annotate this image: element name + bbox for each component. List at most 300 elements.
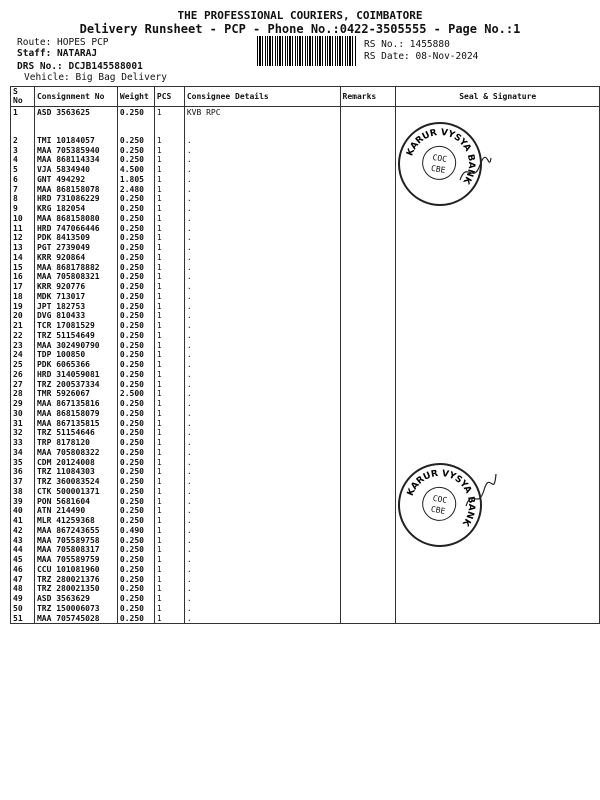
cell-remarks xyxy=(340,118,396,146)
cell-remarks xyxy=(340,331,396,341)
cell-pcs: 1 xyxy=(154,428,184,438)
cell-remarks xyxy=(340,292,396,302)
cell-sno: 26 xyxy=(11,370,35,380)
cell-weight: 0.250 xyxy=(117,458,154,468)
cell-consignee-details: . xyxy=(184,292,340,302)
cell-consignment-no: MAA 868178882 xyxy=(34,263,117,273)
cell-remarks xyxy=(340,185,396,195)
cell-consignment-no: PDK 8413509 xyxy=(34,233,117,243)
cell-weight: 0.250 xyxy=(117,263,154,273)
cell-pcs: 1 xyxy=(154,526,184,536)
cell-consignment-no: MAA 705808322 xyxy=(34,448,117,458)
cell-weight: 0.250 xyxy=(117,331,154,341)
cell-sno: 42 xyxy=(11,526,35,536)
table-row xyxy=(11,118,600,146)
cell-consignee-details: . xyxy=(184,204,340,214)
cell-remarks xyxy=(340,233,396,243)
cell-pcs: 1 xyxy=(154,360,184,370)
cell-weight: 0.250 xyxy=(117,487,154,497)
cell-remarks xyxy=(340,389,396,399)
cell-remarks xyxy=(340,575,396,585)
cell-consignment-no: MAA 705808321 xyxy=(34,272,117,282)
cell-remarks xyxy=(340,419,396,429)
cell-consignment-no: MAA 867135816 xyxy=(34,399,117,409)
seal-center-line1: COC xyxy=(431,152,448,164)
cell-remarks xyxy=(340,487,396,497)
cell-seal xyxy=(396,224,600,234)
col-sno: S No xyxy=(11,87,35,107)
cell-weight: 0.250 xyxy=(117,292,154,302)
cell-sno: 37 xyxy=(11,477,35,487)
cell-seal xyxy=(396,214,600,224)
cell-weight: 0.250 xyxy=(117,350,154,360)
cell-sno: 9 xyxy=(11,204,35,214)
cell-consignee-details: . xyxy=(184,604,340,614)
cell-weight: 0.250 xyxy=(117,409,154,419)
cell-remarks xyxy=(340,438,396,448)
cell-weight: 2.500 xyxy=(117,389,154,399)
signature-mark xyxy=(455,150,495,190)
cell-weight: 0.250 xyxy=(117,545,154,555)
cell-remarks xyxy=(340,536,396,546)
cell-consignment-no: TCR 17081529 xyxy=(34,321,117,331)
cell-weight: 0.250 xyxy=(117,604,154,614)
cell-seal xyxy=(396,428,600,438)
cell-sno: 8 xyxy=(11,194,35,204)
cell-seal xyxy=(396,341,600,351)
cell-pcs: 1 xyxy=(154,565,184,575)
cell-consignee-details: . xyxy=(184,214,340,224)
cell-remarks xyxy=(340,155,396,165)
cell-consignment-no: TRZ 11084303 xyxy=(34,467,117,477)
cell-consignee-details: . xyxy=(184,438,340,448)
cell-sno: 6 xyxy=(11,175,35,185)
cell-pcs: 1 xyxy=(154,467,184,477)
cell-weight: 0.250 xyxy=(117,614,154,624)
signature-mark xyxy=(462,468,502,513)
cell-consignee-details: . xyxy=(184,146,340,156)
cell-pcs: 1 xyxy=(154,204,184,214)
cell-consignment-no: TRZ 360083524 xyxy=(34,477,117,487)
cell-sno: 29 xyxy=(11,399,35,409)
cell-consignment-no: KRG 182054 xyxy=(34,204,117,214)
table-row xyxy=(11,409,600,419)
cell-seal xyxy=(396,243,600,253)
route-label: Route: HOPES PCP xyxy=(17,37,109,48)
cell-sno: 40 xyxy=(11,506,35,516)
table-row xyxy=(11,594,600,604)
cell-consignment-no: DVG 810433 xyxy=(34,311,117,321)
cell-consignment-no: TRZ 51154646 xyxy=(34,428,117,438)
cell-sno: 35 xyxy=(11,458,35,468)
cell-consignee-details: . xyxy=(184,185,340,195)
cell-weight: 0.250 xyxy=(117,360,154,370)
cell-seal xyxy=(396,594,600,604)
cell-seal xyxy=(396,380,600,390)
cell-pcs: 1 xyxy=(154,185,184,195)
cell-weight: 0.250 xyxy=(117,584,154,594)
table-row xyxy=(11,526,600,536)
cell-remarks xyxy=(340,272,396,282)
table-row xyxy=(11,292,600,302)
cell-consignment-no: MAA 868158080 xyxy=(34,214,117,224)
table-row xyxy=(11,360,600,370)
cell-sno: 3 xyxy=(11,146,35,156)
cell-consignee-details: . xyxy=(184,311,340,321)
cell-seal xyxy=(396,106,600,117)
cell-consignment-no: MAA 868114334 xyxy=(34,155,117,165)
cell-weight: 0.250 xyxy=(117,341,154,351)
table-row xyxy=(11,584,600,594)
table-row xyxy=(11,263,600,273)
table-row xyxy=(11,380,600,390)
cell-consignment-no: CTK 500001371 xyxy=(34,487,117,497)
col-consignment: Consignment No xyxy=(34,87,117,107)
cell-weight: 0.250 xyxy=(117,380,154,390)
table-row xyxy=(11,272,600,282)
cell-weight: 0.250 xyxy=(117,243,154,253)
table-row xyxy=(11,545,600,555)
table-row xyxy=(11,370,600,380)
cell-sno: 13 xyxy=(11,243,35,253)
col-seal: Seal & Signature xyxy=(396,87,600,107)
cell-pcs: 1 xyxy=(154,438,184,448)
cell-pcs: 1 xyxy=(154,292,184,302)
cell-sno: 48 xyxy=(11,584,35,594)
cell-pcs: 1 xyxy=(154,155,184,165)
table-row xyxy=(11,311,600,321)
cell-consignee-details: . xyxy=(184,575,340,585)
table-row xyxy=(11,214,600,224)
cell-pcs: 1 xyxy=(154,224,184,234)
table-row xyxy=(11,389,600,399)
cell-pcs: 1 xyxy=(154,146,184,156)
table-row xyxy=(11,282,600,292)
table-row xyxy=(11,477,600,487)
seal-center-line2: CBE xyxy=(430,504,446,516)
cell-sno: 18 xyxy=(11,292,35,302)
cell-consignee-details: . xyxy=(184,282,340,292)
cell-consignee-details: . xyxy=(184,253,340,263)
table-row xyxy=(11,497,600,507)
cell-consignment-no: GNT 494292 xyxy=(34,175,117,185)
cell-consignment-no: MLR 41259368 xyxy=(34,516,117,526)
cell-consignee-details: . xyxy=(184,272,340,282)
cell-weight: 0.250 xyxy=(117,428,154,438)
cell-pcs: 1 xyxy=(154,282,184,292)
cell-remarks xyxy=(340,243,396,253)
cell-remarks xyxy=(340,516,396,526)
cell-pcs: 1 xyxy=(154,175,184,185)
cell-weight: 0.250 xyxy=(117,467,154,477)
cell-weight: 0.250 xyxy=(117,536,154,546)
table-row xyxy=(11,204,600,214)
cell-weight: 0.250 xyxy=(117,118,154,146)
cell-pcs: 1 xyxy=(154,497,184,507)
table-row xyxy=(11,536,600,546)
cell-remarks xyxy=(340,545,396,555)
cell-seal xyxy=(396,555,600,565)
cell-consignment-no: MAA 868158078 xyxy=(34,185,117,195)
seal-center-line2: CBE xyxy=(430,163,447,175)
cell-pcs: 1 xyxy=(154,380,184,390)
cell-consignment-no: JPT 182753 xyxy=(34,302,117,312)
cell-consignment-no: MAA 705589759 xyxy=(34,555,117,565)
table-row xyxy=(11,175,600,185)
cell-seal xyxy=(396,389,600,399)
cell-remarks xyxy=(340,448,396,458)
cell-consignee-details: . xyxy=(184,302,340,312)
company-title: THE PROFESSIONAL COURIERS, COIMBATORE xyxy=(177,9,423,22)
cell-remarks xyxy=(340,253,396,263)
cell-pcs: 1 xyxy=(154,555,184,565)
cell-remarks xyxy=(340,497,396,507)
cell-consignment-no: TRZ 280021376 xyxy=(34,575,117,585)
table-row xyxy=(11,399,600,409)
cell-remarks xyxy=(340,506,396,516)
cell-consignee-details: . xyxy=(184,155,340,165)
cell-pcs: 1 xyxy=(154,272,184,282)
cell-consignee-details: . xyxy=(184,224,340,234)
cell-consignee-details: . xyxy=(184,165,340,175)
cell-consignment-no: MAA 705589758 xyxy=(34,536,117,546)
cell-seal xyxy=(396,565,600,575)
cell-consignment-no: HRD 731086229 xyxy=(34,194,117,204)
cell-sno: 15 xyxy=(11,263,35,273)
cell-remarks xyxy=(340,428,396,438)
cell-consignee-details: . xyxy=(184,118,340,146)
cell-remarks xyxy=(340,526,396,536)
cell-remarks xyxy=(340,409,396,419)
table-row xyxy=(11,146,600,156)
cell-weight: 0.250 xyxy=(117,477,154,487)
cell-weight: 0.250 xyxy=(117,594,154,604)
cell-pcs: 1 xyxy=(154,487,184,497)
cell-consignment-no: HRD 314059081 xyxy=(34,370,117,380)
cell-consignee-details: . xyxy=(184,448,340,458)
cell-pcs: 1 xyxy=(154,399,184,409)
cell-consignee-details: . xyxy=(184,487,340,497)
cell-remarks xyxy=(340,263,396,273)
cell-consignment-no: TMI 10184057 xyxy=(34,118,117,146)
table-row xyxy=(11,438,600,448)
cell-pcs: 1 xyxy=(154,233,184,243)
cell-pcs: 1 xyxy=(154,341,184,351)
cell-seal xyxy=(396,370,600,380)
cell-remarks xyxy=(340,146,396,156)
staff-label: Staff: NATARAJ xyxy=(17,48,98,59)
cell-pcs: 1 xyxy=(154,448,184,458)
cell-weight: 0.250 xyxy=(117,497,154,507)
cell-remarks xyxy=(340,214,396,224)
cell-consignment-no: PDK 6065366 xyxy=(34,360,117,370)
cell-sno: 1 xyxy=(11,106,35,117)
cell-pcs: 1 xyxy=(154,575,184,585)
cell-pcs: 1 xyxy=(154,594,184,604)
cell-consignee-details: . xyxy=(184,614,340,624)
cell-seal xyxy=(396,350,600,360)
cell-consignee-details: . xyxy=(184,526,340,536)
cell-seal xyxy=(396,292,600,302)
cell-weight: 0.250 xyxy=(117,204,154,214)
cell-remarks xyxy=(340,565,396,575)
col-remarks: Remarks xyxy=(340,87,396,107)
table-row xyxy=(11,243,600,253)
cell-consignment-no: PON 5681604 xyxy=(34,497,117,507)
cell-seal xyxy=(396,584,600,594)
cell-weight: 0.250 xyxy=(117,438,154,448)
cell-consignment-no: TDP 100850 xyxy=(34,350,117,360)
cell-weight: 0.250 xyxy=(117,155,154,165)
cell-sno: 24 xyxy=(11,350,35,360)
table-row xyxy=(11,555,600,565)
cell-remarks xyxy=(340,302,396,312)
table-row xyxy=(11,194,600,204)
table-row xyxy=(11,106,600,117)
table-row xyxy=(11,165,600,175)
cell-pcs: 1 xyxy=(154,458,184,468)
seal-ring-text: KARUR VYSYA BANK xyxy=(405,468,477,528)
cell-consignment-no: KRR 920776 xyxy=(34,282,117,292)
cell-pcs: 1 xyxy=(154,302,184,312)
cell-consignee-details: . xyxy=(184,175,340,185)
table-row xyxy=(11,185,600,195)
table-row xyxy=(11,516,600,526)
cell-weight: 0.250 xyxy=(117,224,154,234)
col-weight: Weight xyxy=(117,87,154,107)
cell-seal xyxy=(396,409,600,419)
cell-consignment-no: MAA 302490790 xyxy=(34,341,117,351)
cell-consignee-details: . xyxy=(184,477,340,487)
cell-consignee-details: . xyxy=(184,360,340,370)
cell-consignee-details: . xyxy=(184,565,340,575)
cell-remarks xyxy=(340,604,396,614)
cell-remarks xyxy=(340,399,396,409)
cell-weight: 0.250 xyxy=(117,370,154,380)
cell-sno: 23 xyxy=(11,341,35,351)
cell-pcs: 1 xyxy=(154,106,184,117)
cell-remarks xyxy=(340,321,396,331)
cell-sno: 12 xyxy=(11,233,35,243)
cell-seal xyxy=(396,438,600,448)
cell-consignee-details: . xyxy=(184,399,340,409)
table-row xyxy=(11,341,600,351)
cell-seal xyxy=(396,399,600,409)
cell-weight: 0.250 xyxy=(117,302,154,312)
cell-consignment-no: TRP 8178120 xyxy=(34,438,117,448)
cell-consignment-no: KRR 920864 xyxy=(34,253,117,263)
cell-consignment-no: MAA 705745028 xyxy=(34,614,117,624)
cell-sno: 47 xyxy=(11,575,35,585)
cell-consignee-details: . xyxy=(184,341,340,351)
table-row xyxy=(11,350,600,360)
cell-remarks xyxy=(340,106,396,117)
cell-pcs: 1 xyxy=(154,194,184,204)
cell-consignee-details: . xyxy=(184,263,340,273)
cell-consignee-details: . xyxy=(184,584,340,594)
cell-consignment-no: ASD 3563629 xyxy=(34,594,117,604)
cell-remarks xyxy=(340,175,396,185)
cell-seal xyxy=(396,331,600,341)
cell-consignee-details: . xyxy=(184,389,340,399)
cell-consignee-details: . xyxy=(184,428,340,438)
cell-weight: 0.490 xyxy=(117,526,154,536)
cell-consignment-no: TRZ 280021350 xyxy=(34,584,117,594)
cell-weight: 0.250 xyxy=(117,106,154,117)
cell-seal xyxy=(396,302,600,312)
table-row xyxy=(11,321,600,331)
cell-seal xyxy=(396,545,600,555)
table-row xyxy=(11,458,600,468)
cell-consignee-details: . xyxy=(184,419,340,429)
cell-sno: 32 xyxy=(11,428,35,438)
cell-weight: 0.250 xyxy=(117,399,154,409)
cell-consignee-details: . xyxy=(184,458,340,468)
cell-consignee-details: . xyxy=(184,497,340,507)
cell-sno: 49 xyxy=(11,594,35,604)
cell-seal xyxy=(396,263,600,273)
cell-remarks xyxy=(340,350,396,360)
cell-consignment-no: MAA 868158079 xyxy=(34,409,117,419)
table-row xyxy=(11,604,600,614)
cell-consignment-no: TMR 5926067 xyxy=(34,389,117,399)
cell-seal xyxy=(396,282,600,292)
cell-weight: 0.250 xyxy=(117,506,154,516)
cell-consignment-no: CDM 20124008 xyxy=(34,458,117,468)
cell-sno: 27 xyxy=(11,380,35,390)
cell-remarks xyxy=(340,204,396,214)
cell-consignment-no: TRZ 51154649 xyxy=(34,331,117,341)
cell-sno: 25 xyxy=(11,360,35,370)
cell-consignee-details: . xyxy=(184,506,340,516)
cell-weight: 0.250 xyxy=(117,214,154,224)
table-row xyxy=(11,302,600,312)
cell-consignee-details: . xyxy=(184,243,340,253)
cell-weight: 0.250 xyxy=(117,253,154,263)
cell-seal xyxy=(396,311,600,321)
seal-center-line1: COC xyxy=(432,493,448,506)
cell-consignee-details: . xyxy=(184,370,340,380)
col-pcs: PCS xyxy=(154,87,184,107)
cell-consignee-details: . xyxy=(184,350,340,360)
cell-weight: 0.250 xyxy=(117,282,154,292)
cell-weight: 2.480 xyxy=(117,185,154,195)
table-row xyxy=(11,467,600,477)
cell-sno: 51 xyxy=(11,614,35,624)
cell-remarks xyxy=(340,477,396,487)
cell-weight: 0.250 xyxy=(117,555,154,565)
cell-sno: 10 xyxy=(11,214,35,224)
cell-remarks xyxy=(340,282,396,292)
cell-seal xyxy=(396,204,600,214)
cell-weight: 0.250 xyxy=(117,321,154,331)
cell-pcs: 1 xyxy=(154,350,184,360)
cell-consignment-no: TRZ 150006073 xyxy=(34,604,117,614)
cell-consignment-no: MAA 867243655 xyxy=(34,526,117,536)
cell-consignee-details: . xyxy=(184,409,340,419)
cell-sno: 5 xyxy=(11,165,35,175)
cell-sno: 46 xyxy=(11,565,35,575)
cell-pcs: 1 xyxy=(154,331,184,341)
cell-pcs: 1 xyxy=(154,614,184,624)
cell-sno: 34 xyxy=(11,448,35,458)
cell-remarks xyxy=(340,165,396,175)
cell-consignee-details: . xyxy=(184,331,340,341)
cell-seal xyxy=(396,253,600,263)
cell-sno: 41 xyxy=(11,516,35,526)
cell-sno: 45 xyxy=(11,555,35,565)
cell-pcs: 1 xyxy=(154,545,184,555)
